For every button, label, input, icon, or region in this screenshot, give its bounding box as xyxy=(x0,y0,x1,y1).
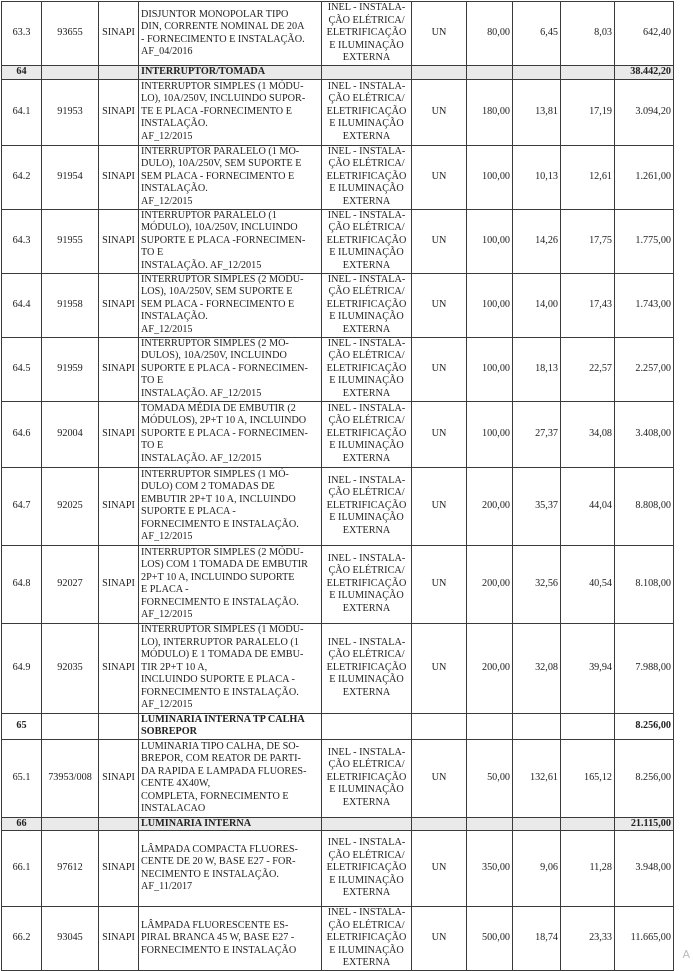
item-unit-price-cell: 12,61 xyxy=(561,145,615,209)
table-row xyxy=(2,907,674,971)
item-classification-cell: INEL - INSTALA- ÇÃO ELÉTRICA/ ELETRIFICAÇÃO E ILUMINAÇÃO EXTERNA xyxy=(322,401,412,467)
item-unit-price-cell: 17,75 xyxy=(561,209,615,273)
item-quantity-cell: 100,00 xyxy=(467,145,513,209)
table-row xyxy=(2,2,674,66)
item-classification-cell: INEL - INSTALA- ÇÃO ELÉTRICA/ ELETRIFICAÇÃO E ILUMINAÇÃO EXTERNA xyxy=(322,337,412,401)
group-number-cell: 64 xyxy=(2,66,42,80)
table-row xyxy=(2,337,674,401)
item-number-cell: 64.4 xyxy=(2,273,42,337)
item-description-cell: TOMADA MÉDIA DE EMBUTIR (2 MÓDULOS), 2P+T 10 A, INCLUINDO SUPORTE E PLACA - FORNECIMEN- TO E INSTALAÇÃO. AF_12/2015 xyxy=(139,401,322,467)
group-row xyxy=(2,66,674,80)
item-total-cell: 8.808,00 xyxy=(615,467,674,545)
item-code-cell: 91955 xyxy=(42,209,99,273)
item-description-cell: INTERRUPTOR SIMPLES (1 MÓDU- LO), INTERRUPTOR PARALELO (1 MÓDULO) E 1 TOMADA DE EMBU- TIR 2P+T 10 A, INCLUINDO SUPORTE E PLACA - FORNECIMENTO E INSTALAÇÃO. AF_12/2015 xyxy=(139,623,322,713)
item-classification-cell: INEL - INSTALA- ÇÃO ELÉTRICA/ ELETRIFICAÇÃO E ILUMINAÇÃO EXTERNA xyxy=(322,623,412,713)
table-row xyxy=(2,623,674,713)
price-source-cell: SINAPI xyxy=(99,209,139,273)
item-unit-cost-cell: 18,13 xyxy=(513,337,561,401)
item-unit-price-cell: 17,43 xyxy=(561,273,615,337)
item-quantity-cell: 80,00 xyxy=(467,2,513,66)
item-total-cell: 1.743,00 xyxy=(615,273,674,337)
empty-cell xyxy=(99,817,139,831)
empty-cell xyxy=(412,817,467,831)
table-row xyxy=(2,209,674,273)
empty-cell xyxy=(99,66,139,80)
item-total-cell: 3.094,20 xyxy=(615,79,674,145)
item-quantity-cell: 100,00 xyxy=(467,337,513,401)
table-row xyxy=(2,145,674,209)
group-title-cell: LUMINARIA INTERNA TP CALHA SOBREPOR xyxy=(139,713,322,739)
empty-cell xyxy=(513,817,561,831)
item-description-cell: LÂMPADA FLUORESCENTE ES- PIRAL BRANCA 45 W, BASE E27 - FORNECIMENTO E INSTALAÇÃO xyxy=(139,907,322,971)
empty-cell xyxy=(42,66,99,80)
item-number-cell: 63.3 xyxy=(2,2,42,66)
item-code-cell: 91958 xyxy=(42,273,99,337)
price-source-cell: SINAPI xyxy=(99,831,139,907)
empty-cell xyxy=(513,713,561,739)
item-code-cell: 93045 xyxy=(42,907,99,971)
item-unit-price-cell: 17,19 xyxy=(561,79,615,145)
item-unit-cost-cell: 14,00 xyxy=(513,273,561,337)
item-classification-cell: INEL - INSTALA- ÇÃO ELÉTRICA/ ELETRIFICAÇÃO E ILUMINAÇÃO EXTERNA xyxy=(322,907,412,971)
item-total-cell: 11.665,00 xyxy=(615,907,674,971)
empty-cell xyxy=(467,66,513,80)
table-row xyxy=(2,545,674,623)
empty-cell xyxy=(322,66,412,80)
empty-cell xyxy=(322,817,412,831)
item-total-cell: 8.108,00 xyxy=(615,545,674,623)
item-number-cell: 66.2 xyxy=(2,907,42,971)
group-row xyxy=(2,713,674,739)
item-unit-cell: UN xyxy=(412,2,467,66)
item-code-cell: 91959 xyxy=(42,337,99,401)
group-total-cell: 8.256,00 xyxy=(615,713,674,739)
price-source-cell: SINAPI xyxy=(99,273,139,337)
item-number-cell: 65.1 xyxy=(2,739,42,817)
group-number-cell: 65 xyxy=(2,713,42,739)
item-code-cell: 92027 xyxy=(42,545,99,623)
item-total-cell: 8.256,00 xyxy=(615,739,674,817)
budget-table xyxy=(1,1,674,971)
price-source-cell: SINAPI xyxy=(99,545,139,623)
group-row xyxy=(2,817,674,831)
price-source-cell: SINAPI xyxy=(99,739,139,817)
item-unit-price-cell: 23,33 xyxy=(561,907,615,971)
item-unit-price-cell: 165,12 xyxy=(561,739,615,817)
empty-cell xyxy=(412,713,467,739)
item-classification-cell: INEL - INSTALA- ÇÃO ELÉTRICA/ ELETRIFICAÇÃO E ILUMINAÇÃO EXTERNA xyxy=(322,273,412,337)
item-unit-cost-cell: 9,06 xyxy=(513,831,561,907)
item-unit-cell: UN xyxy=(412,739,467,817)
item-unit-cell: UN xyxy=(412,623,467,713)
item-unit-cost-cell: 32,08 xyxy=(513,623,561,713)
item-unit-cell: UN xyxy=(412,337,467,401)
group-total-cell: 38.442,20 xyxy=(615,66,674,80)
item-quantity-cell: 200,00 xyxy=(467,467,513,545)
item-total-cell: 642,40 xyxy=(615,2,674,66)
item-classification-cell: INEL - INSTALA- ÇÃO ELÉTRICA/ ELETRIFICAÇÃO E ILUMINAÇÃO EXTERNA xyxy=(322,209,412,273)
item-unit-cost-cell: 6,45 xyxy=(513,2,561,66)
item-number-cell: 64.2 xyxy=(2,145,42,209)
table-row xyxy=(2,467,674,545)
empty-cell xyxy=(42,817,99,831)
item-classification-cell: INEL - INSTALA- ÇÃO ELÉTRICA/ ELETRIFICAÇÃO E ILUMINAÇÃO EXTERNA xyxy=(322,831,412,907)
item-unit-cell: UN xyxy=(412,831,467,907)
item-unit-cell: UN xyxy=(412,467,467,545)
item-unit-price-cell: 11,28 xyxy=(561,831,615,907)
item-number-cell: 64.9 xyxy=(2,623,42,713)
price-source-cell: SINAPI xyxy=(99,2,139,66)
price-source-cell: SINAPI xyxy=(99,79,139,145)
item-description-cell: INTERRUPTOR PARALELO (1 MÓ- DULO), 10A/250V, SEM SUPORTE E SEM PLACA - FORNECIMENTO E INSTALAÇÃO. AF_12/2015 xyxy=(139,145,322,209)
item-description-cell: INTERRUPTOR PARALELO (1 MÓDULO), 10A/250V, INCLUINDO SUPORTE E PLACA -FORNECIMEN- TO E INSTALAÇÃO. AF_12/2015 xyxy=(139,209,322,273)
item-unit-price-cell: 22,57 xyxy=(561,337,615,401)
empty-cell xyxy=(467,713,513,739)
item-code-cell: 92025 xyxy=(42,467,99,545)
item-unit-cost-cell: 10,13 xyxy=(513,145,561,209)
item-total-cell: 3.408,00 xyxy=(615,401,674,467)
item-unit-cell: UN xyxy=(412,145,467,209)
item-code-cell: 92035 xyxy=(42,623,99,713)
empty-cell xyxy=(42,713,99,739)
item-quantity-cell: 100,00 xyxy=(467,401,513,467)
price-source-cell: SINAPI xyxy=(99,907,139,971)
item-description-cell: INTERRUPTOR SIMPLES (1 MÓ- DULO) COM 2 TOMADAS DE EMBUTIR 2P+T 10 A, INCLUINDO SUPORTE E PLACA - FORNECIMENTO E INSTALAÇÃO. AF_12/2015 xyxy=(139,467,322,545)
price-source-cell: SINAPI xyxy=(99,623,139,713)
item-number-cell: 64.8 xyxy=(2,545,42,623)
item-code-cell: 93655 xyxy=(42,2,99,66)
item-description-cell: LÂMPADA COMPACTA FLUORES- CENTE DE 20 W, BASE E27 - FOR- NECIMENTO E INSTALAÇÃO. AF_11/2017 xyxy=(139,831,322,907)
item-quantity-cell: 100,00 xyxy=(467,273,513,337)
price-source-cell: SINAPI xyxy=(99,467,139,545)
item-total-cell: 1.261,00 xyxy=(615,145,674,209)
item-total-cell: 3.948,00 xyxy=(615,831,674,907)
item-unit-cell: UN xyxy=(412,907,467,971)
item-description-cell: INTERRUPTOR SIMPLES (2 MÓDU- LOS) COM 1 TOMADA DE EMBUTIR 2P+T 10 A, INCLUINDO SUPORTE E PLACA - FORNECIMENTO E INSTALAÇÃO. AF_12/2015 xyxy=(139,545,322,623)
item-classification-cell: INEL - INSTALA- ÇÃO ELÉTRICA/ ELETRIFICAÇÃO E ILUMINAÇÃO EXTERNA xyxy=(322,545,412,623)
item-code-cell: 97612 xyxy=(42,831,99,907)
corner-mark: A xyxy=(682,948,690,961)
item-code-cell: 91953 xyxy=(42,79,99,145)
item-unit-cell: UN xyxy=(412,401,467,467)
item-unit-price-cell: 8,03 xyxy=(561,2,615,66)
item-description-cell: INTERRUPTOR SIMPLES (2 MÓDU- LOS), 10A/250V, SEM SUPORTE E SEM PLACA - FORNECIMENTO E INSTALAÇÃO. AF_12/2015 xyxy=(139,273,322,337)
item-quantity-cell: 350,00 xyxy=(467,831,513,907)
empty-cell xyxy=(322,713,412,739)
item-description-cell: INTERRUPTOR SIMPLES (2 MÓ- DULOS), 10A/250V, INCLUINDO SUPORTE E PLACA - FORNECIMEN- TO E INSTALAÇÃO. AF_12/2015 xyxy=(139,337,322,401)
table-row xyxy=(2,273,674,337)
table-row xyxy=(2,831,674,907)
item-number-cell: 64.7 xyxy=(2,467,42,545)
empty-cell xyxy=(412,66,467,80)
group-total-cell: 21.115,00 xyxy=(615,817,674,831)
item-description-cell: DISJUNTOR MONOPOLAR TIPO DIN, CORRENTE NOMINAL DE 20A - FORNECIMENTO E INSTALAÇÃO. AF_04/2016 xyxy=(139,2,322,66)
item-total-cell: 1.775,00 xyxy=(615,209,674,273)
item-code-cell: 91954 xyxy=(42,145,99,209)
item-classification-cell: INEL - INSTALA- ÇÃO ELÉTRICA/ ELETRIFICAÇÃO E ILUMINAÇÃO EXTERNA xyxy=(322,145,412,209)
item-quantity-cell: 100,00 xyxy=(467,209,513,273)
item-unit-cell: UN xyxy=(412,545,467,623)
item-unit-cell: UN xyxy=(412,79,467,145)
item-total-cell: 2.257,00 xyxy=(615,337,674,401)
item-code-cell: 92004 xyxy=(42,401,99,467)
item-unit-cell: UN xyxy=(412,273,467,337)
item-description-cell: INTERRUPTOR SIMPLES (1 MÓDU- LO), 10A/250V, INCLUINDO SUPOR- TE E PLACA -FORNECIMENTO E INSTALAÇÃO. AF_12/2015 xyxy=(139,79,322,145)
item-number-cell: 64.1 xyxy=(2,79,42,145)
item-quantity-cell: 200,00 xyxy=(467,623,513,713)
item-number-cell: 64.5 xyxy=(2,337,42,401)
group-title-cell: INTERRUPTOR/TOMADA xyxy=(139,66,322,80)
item-unit-cost-cell: 13,81 xyxy=(513,79,561,145)
item-number-cell: 64.3 xyxy=(2,209,42,273)
item-classification-cell: INEL - INSTALA- ÇÃO ELÉTRICA/ ELETRIFICAÇÃO E ILUMINAÇÃO EXTERNA xyxy=(322,2,412,66)
item-classification-cell: INEL - INSTALA- ÇÃO ELÉTRICA/ ELETRIFICAÇÃO E ILUMINAÇÃO EXTERNA xyxy=(322,739,412,817)
group-title-cell: LUMINARIA INTERNA xyxy=(139,817,322,831)
item-total-cell: 7.988,00 xyxy=(615,623,674,713)
item-classification-cell: INEL - INSTALA- ÇÃO ELÉTRICA/ ELETRIFICAÇÃO E ILUMINAÇÃO EXTERNA xyxy=(322,79,412,145)
empty-cell xyxy=(467,817,513,831)
item-unit-cost-cell: 18,74 xyxy=(513,907,561,971)
empty-cell xyxy=(99,713,139,739)
item-unit-price-cell: 34,08 xyxy=(561,401,615,467)
empty-cell xyxy=(561,66,615,80)
item-code-cell: 73953/008 xyxy=(42,739,99,817)
item-unit-cost-cell: 27,37 xyxy=(513,401,561,467)
table-row xyxy=(2,401,674,467)
item-description-cell: LUMINARIA TIPO CALHA, DE SO- BREPOR, COM REATOR DE PARTI- DA RAPIDA E LAMPADA FLUORES- CENTE 4X40W, COMPLETA, FORNECIMENTO E INSTALACAO xyxy=(139,739,322,817)
table-row xyxy=(2,739,674,817)
item-unit-price-cell: 39,94 xyxy=(561,623,615,713)
empty-cell xyxy=(513,66,561,80)
price-source-cell: SINAPI xyxy=(99,145,139,209)
empty-cell xyxy=(561,713,615,739)
table-body xyxy=(2,2,674,971)
item-unit-cost-cell: 35,37 xyxy=(513,467,561,545)
item-classification-cell: INEL - INSTALA- ÇÃO ELÉTRICA/ ELETRIFICAÇÃO E ILUMINAÇÃO EXTERNA xyxy=(322,467,412,545)
item-number-cell: 66.1 xyxy=(2,831,42,907)
item-quantity-cell: 180,00 xyxy=(467,79,513,145)
item-unit-cost-cell: 32,56 xyxy=(513,545,561,623)
item-quantity-cell: 50,00 xyxy=(467,739,513,817)
price-source-cell: SINAPI xyxy=(99,401,139,467)
item-quantity-cell: 200,00 xyxy=(467,545,513,623)
item-unit-cell: UN xyxy=(412,209,467,273)
empty-cell xyxy=(561,817,615,831)
item-number-cell: 64.6 xyxy=(2,401,42,467)
group-number-cell: 66 xyxy=(2,817,42,831)
item-quantity-cell: 500,00 xyxy=(467,907,513,971)
price-source-cell: SINAPI xyxy=(99,337,139,401)
table-row xyxy=(2,79,674,145)
item-unit-cost-cell: 132,61 xyxy=(513,739,561,817)
item-unit-price-cell: 40,54 xyxy=(561,545,615,623)
item-unit-price-cell: 44,04 xyxy=(561,467,615,545)
item-unit-cost-cell: 14,26 xyxy=(513,209,561,273)
